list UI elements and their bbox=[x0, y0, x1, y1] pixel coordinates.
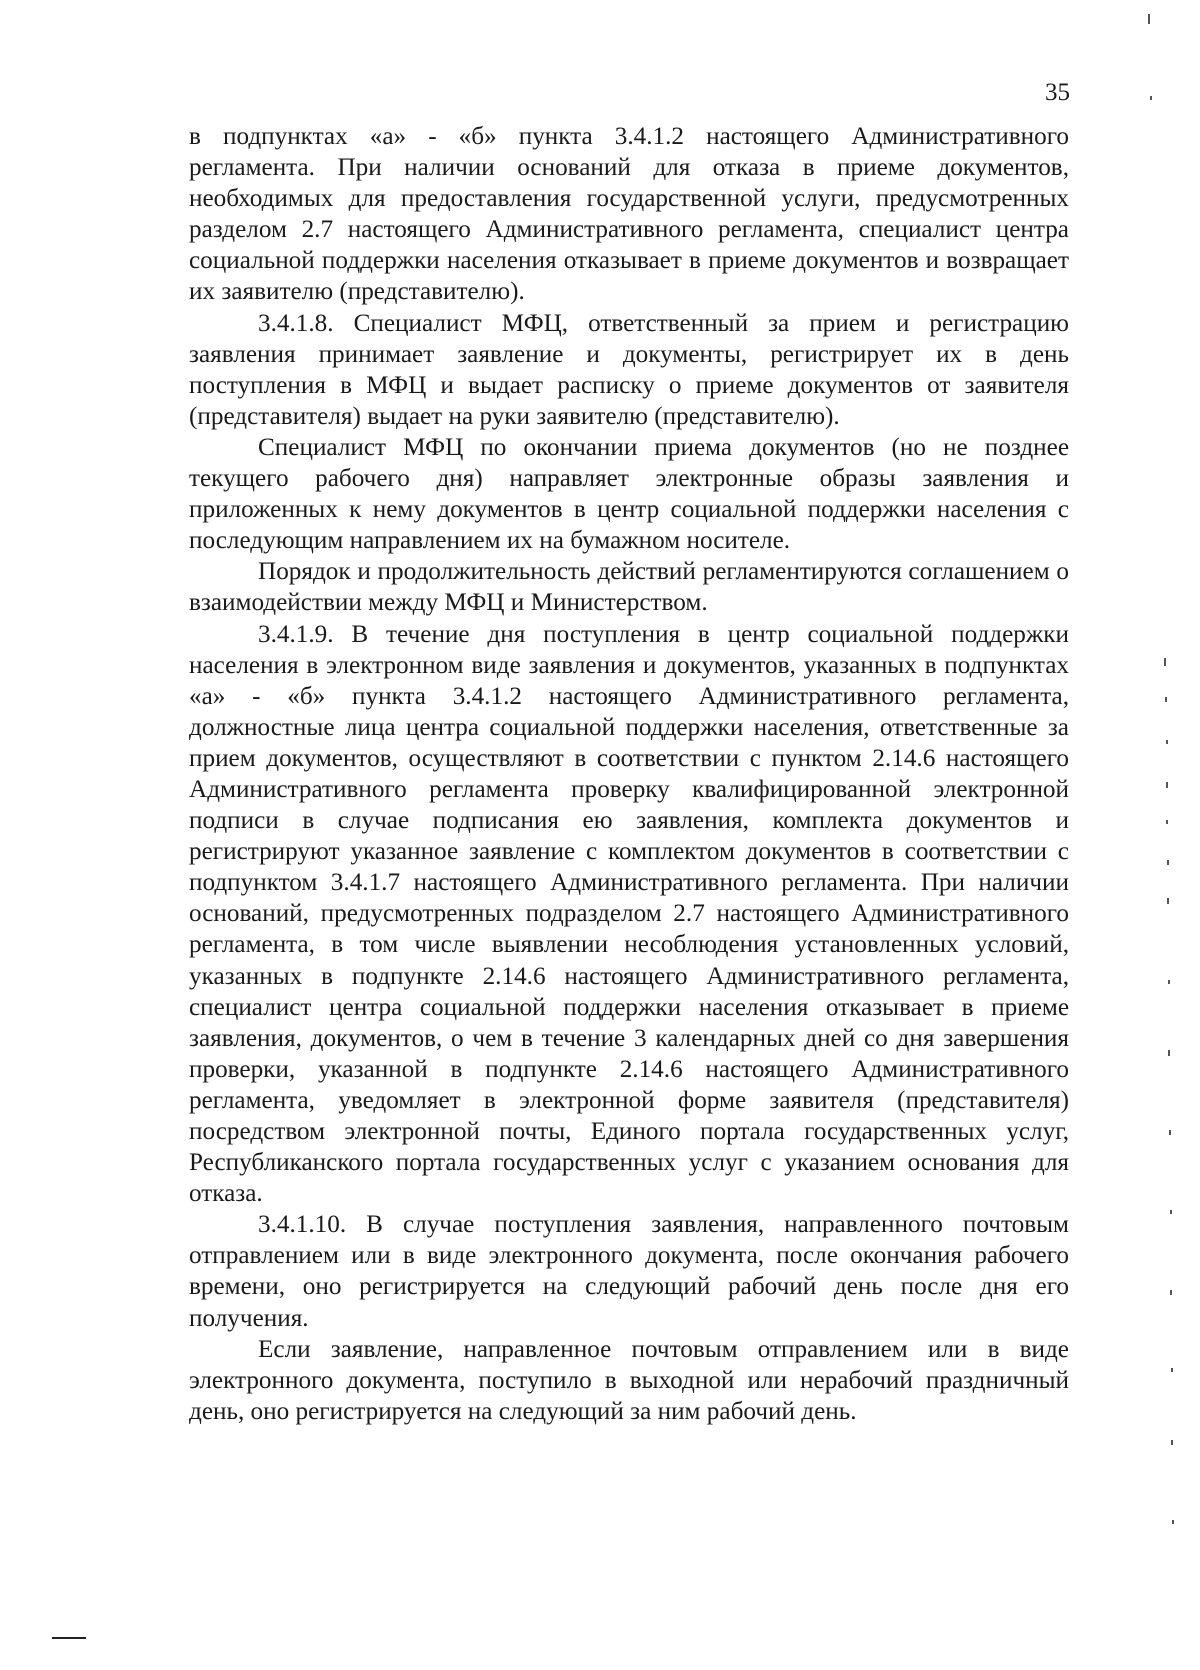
scan-artifact bbox=[1169, 1130, 1171, 1135]
paragraph-3-4-1-10: 3.4.1.10. В случае поступления заявления, направленного почтовым отправлением или в виде электронного документа, после окончания рабочего времени, оно регистрируется на следующий рабочий день после дня его получения. bbox=[189, 1211, 1069, 1332]
scan-artifact bbox=[1167, 898, 1169, 904]
paragraph-holiday-registration: Если заявление, направленное почтовым отправлением или в виде электронного документа, поступило в выходной или нерабочий праздничный день, оно регистрируется на следующий за ним рабочий день. bbox=[189, 1335, 1069, 1425]
document-body bbox=[189, 121, 1069, 1427]
scan-artifact bbox=[1164, 658, 1166, 666]
scan-artifact bbox=[1167, 860, 1169, 865]
scan-artifact bbox=[1166, 740, 1168, 744]
paragraph-procedure: Порядок и продолжительность действий регламентируются соглашением о взаимодействии между МФЦ и Министерством. bbox=[189, 558, 1069, 617]
scan-artifact bbox=[1165, 697, 1167, 702]
scan-artifact bbox=[1170, 1210, 1172, 1214]
scan-artifact bbox=[1166, 820, 1168, 824]
scan-artifact bbox=[1168, 1050, 1170, 1056]
scan-artifact bbox=[1170, 1290, 1172, 1295]
scan-artifact bbox=[1150, 96, 1152, 100]
paragraph-mfc-specialist: Специалист МФЦ по окончании приема документов (но не позднее текущего рабочего дня) направляет электронные образы заявления и приложенных к нему документов в центр социальной поддержки населения с последующим направлением их на бумажном носителе. bbox=[189, 433, 1069, 555]
paragraph-3-4-1-9: 3.4.1.9. В течение дня поступления в центр социальной поддержки населения в электронном виде заявления и документов, указанных в подпунктах «а» - «б» пункта 3.4.1.2 настоящего Административного регламента, должностные лица центра социальной поддержки населения, ответственные за прием документов, осуществляют в соответствии с пунктом 2.14.6 настоящего Административного регламента проверку квалифицированной электронной подписи в случае подписания ею заявления, комплекта документов и регистрируют указанное заявление с комплектом документов в соответствии с подпунктом 3.4.1.7 настоящего Административного регламента. При наличии оснований, предусмотренных подразделом 2.7 настоящего Административного регламента, в том числе выявлении несоблюдения установленных условий, указанных в подпункте 2.14.6 настоящего Административного регламента, специалист центра социальной поддержки населения отказывает в приеме заявления, документов, о чем в течение 3 календарных дней со дня завершения проверки, указанной в подпункте 2.14.6 настоящего Административного регламента, уведомляет в электронной форме заявителя (представителя) посредством электронной почты, Единого портала государственных услуг, Республиканского портала государственных услуг с указанием основания для отказа. bbox=[189, 620, 1069, 1208]
scan-artifact bbox=[1168, 980, 1170, 984]
paragraph-3-4-1-8: 3.4.1.8. Специалист МФЦ, ответственный за прием и регистрацию заявления принимает заявление и документы, регистрирует их в день поступления в МФЦ и выдает расписку о приеме документов от заявителя (представителя) выдает на руки заявителю (представителю). bbox=[189, 309, 1069, 430]
scan-artifact bbox=[1148, 14, 1150, 24]
scan-artifact bbox=[1171, 1440, 1173, 1445]
scan-artifact bbox=[1171, 1368, 1173, 1372]
bottom-margin-dash bbox=[52, 1637, 86, 1639]
page-number: 35 bbox=[1045, 79, 1070, 106]
scan-artifact bbox=[1172, 1520, 1174, 1524]
paragraph-continuation: в подпунктах «а» - «б» пункта 3.4.1.2 настоящего Административного регламента. При наличии оснований для отказа в приеме документов, необходимых для предоставления государственной услуги, предусмотренных разделом 2.7 настоящего Административного регламента, специалист центра социальной поддержки населения отказывает в приеме документов и возвращает их заявителю (представителю). bbox=[189, 123, 1069, 306]
scan-artifact bbox=[1166, 782, 1168, 788]
